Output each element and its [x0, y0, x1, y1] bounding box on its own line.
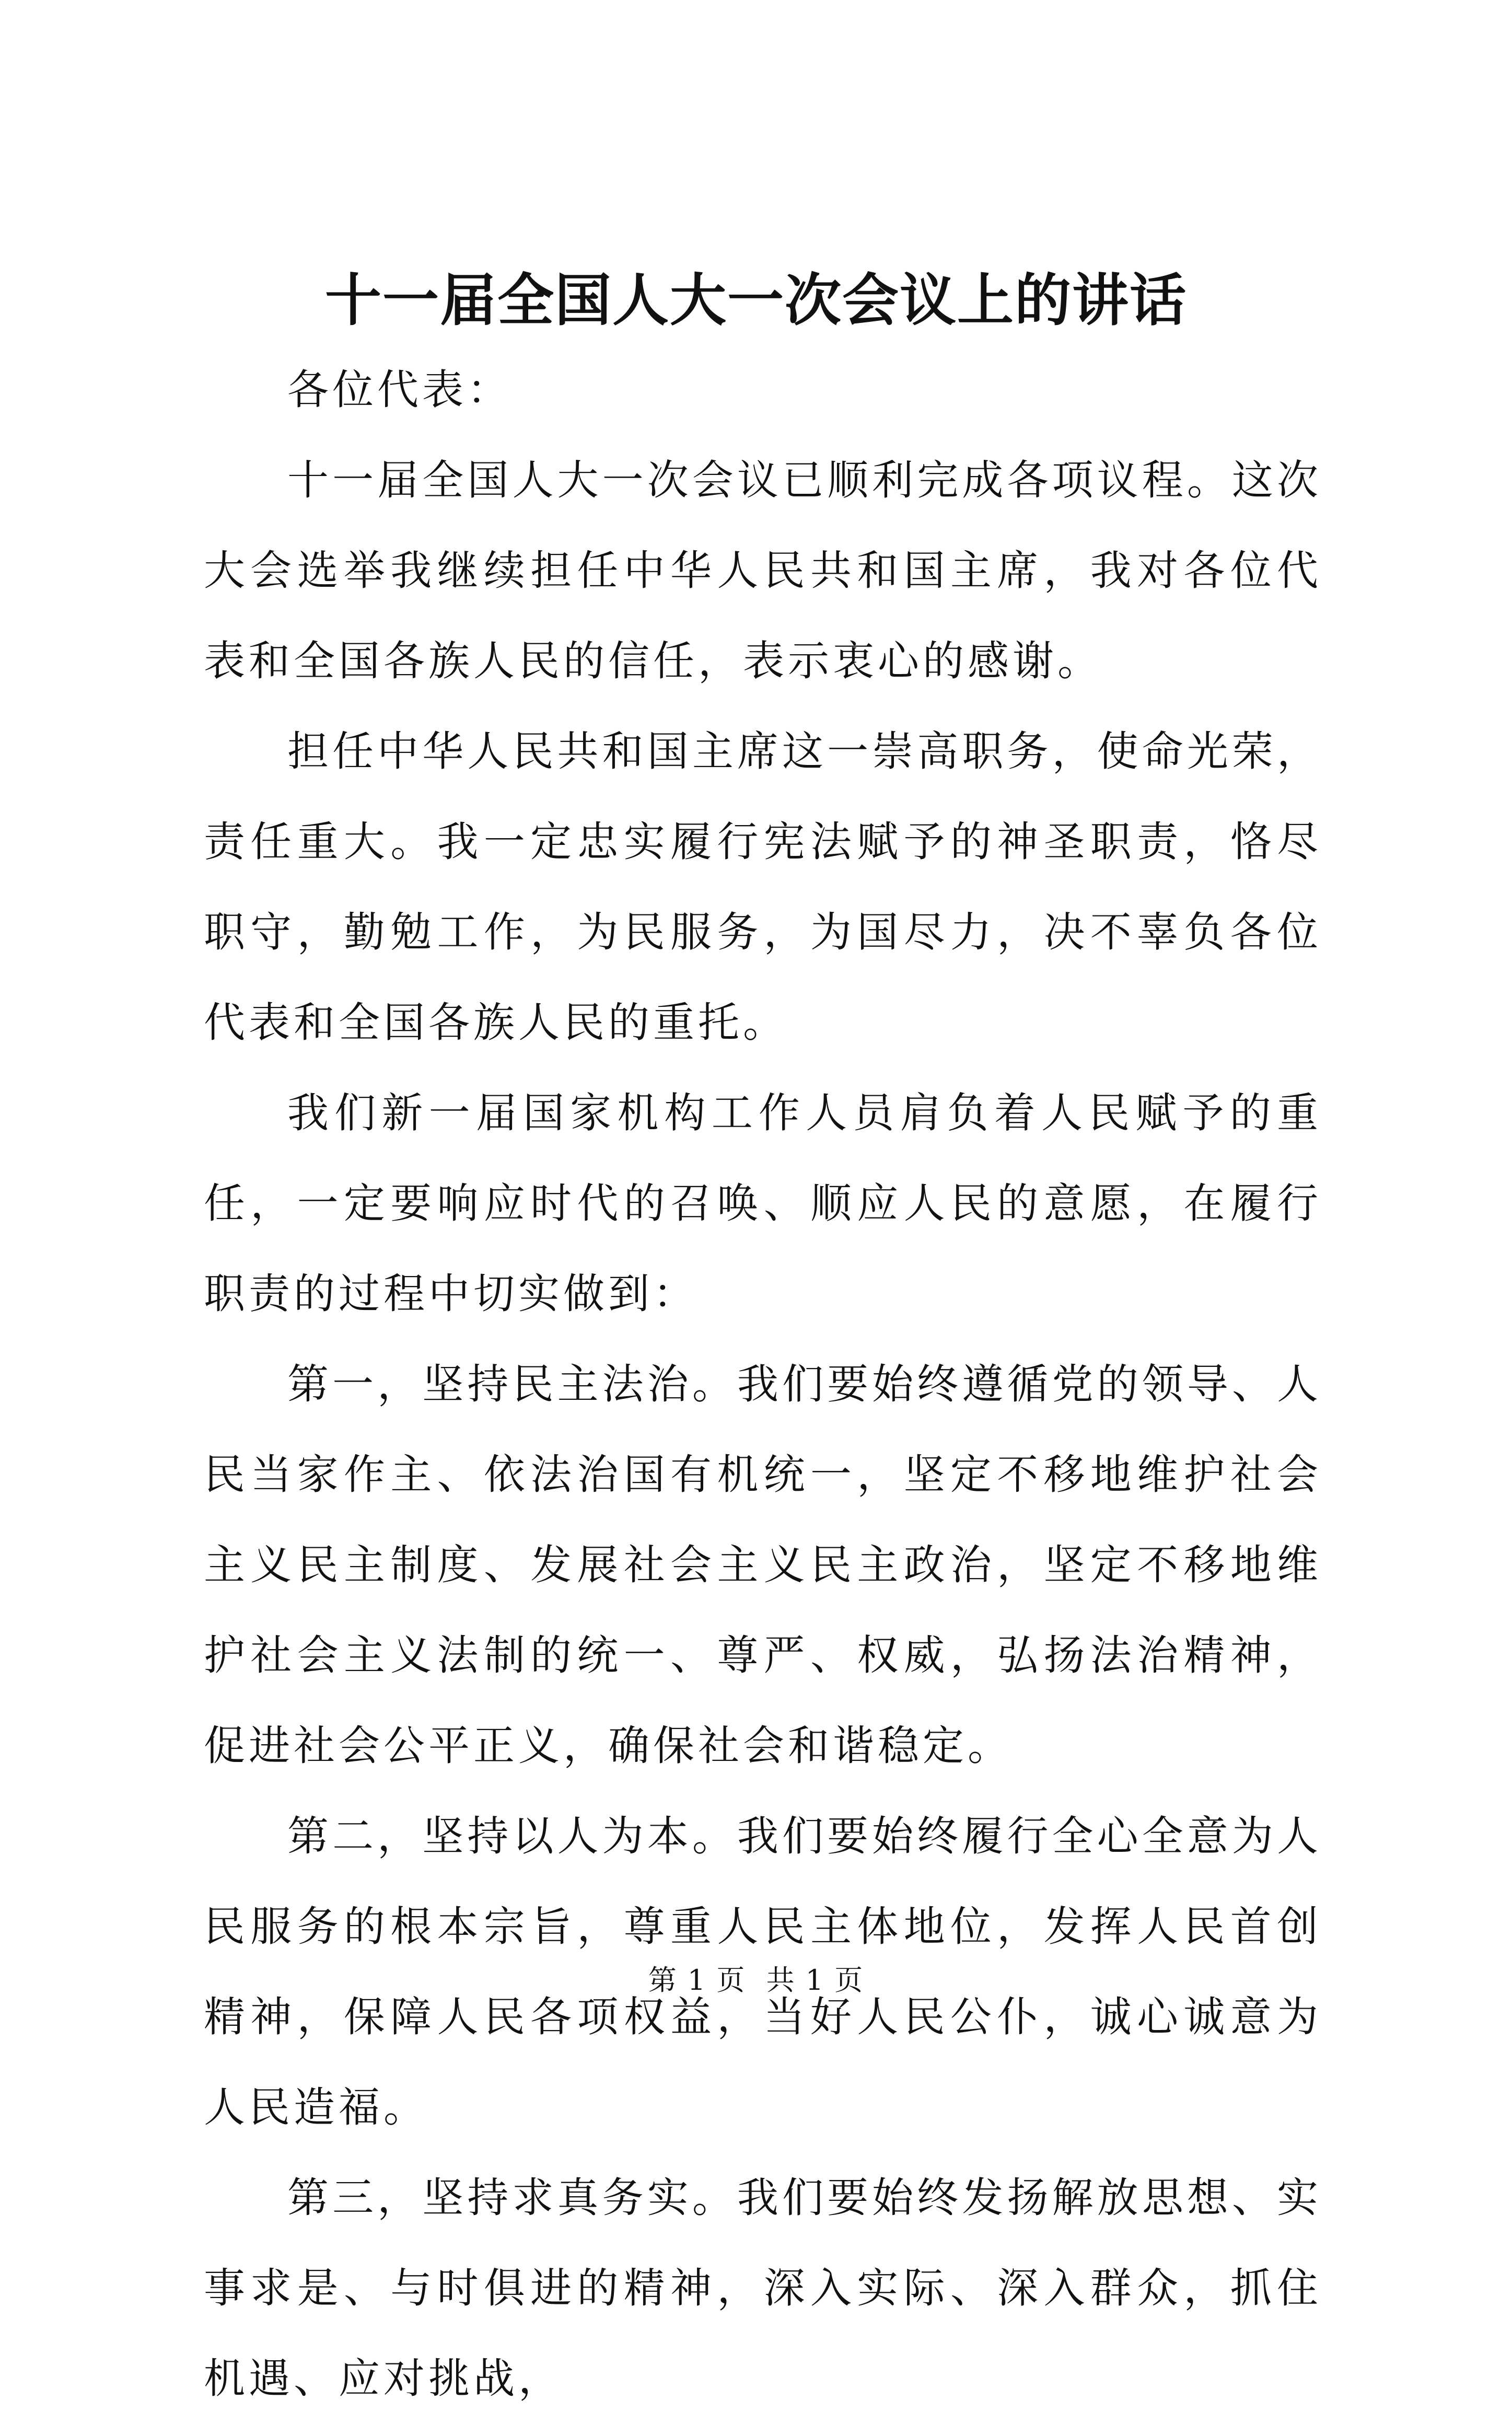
document-title: 十一届全国人大一次会议上的讲话 — [324, 268, 1187, 333]
body-paragraph: 第一，坚持民主法治。我们要始终遵循党的领导、人民当家作主、依法治国有机统一，坚定不移地维护社会主义民主制度、发展社会主义民主政治，坚定不移地维护社会主义法制的统一、尊严、权威，弘扬法治精神，促进社会公平正义，确保社会和谐稳定。 — [204, 1360, 1322, 1770]
body-paragraph: 第二，坚持以人为本。我们要始终履行全心全意为人民服务的根本宗旨，尊重人民主体地位，发挥人民首创精神，保障人民各项权益，当好人民公仆，诚心诚意为人民造福。 — [204, 1812, 1322, 2131]
body-paragraph: 担任中华人民共和国主席这一崇高职务，使命光荣，责任重大。我一定忠实履行宪法赋予的神圣职责，恪尽职守，勤勉工作，为民服务，为国尽力，决不辜负各位代表和全国各族人民的重托。 — [204, 727, 1322, 1047]
body-paragraph: 十一届全国人大一次会议已顺利完成各项议程。这次大会选举我继续担任中华人民共和国主席，我对各位代表和全国各族人民的信任，表示衷心的感谢。 — [204, 456, 1322, 685]
page-total: 共 1 页 — [766, 1964, 864, 1997]
page-number: 第 1 页 — [648, 1964, 746, 1997]
greeting-paragraph: 各位代表： — [287, 366, 512, 414]
page-footer — [0, 1959, 1512, 2001]
body-paragraph: 我们新一届国家机构工作人员肩负着人民赋予的重任，一定要响应时代的召唤、顺应人民的意愿，在履行职责的过程中切实做到： — [204, 1089, 1322, 1318]
body-paragraph: 第三，坚持求真务实。我们要始终发扬解放思想、实事求是、与时俱进的精神，深入实际、深入群众，抓住机遇、应对挑战， — [204, 2174, 1322, 2403]
document-body — [204, 345, 1322, 2424]
